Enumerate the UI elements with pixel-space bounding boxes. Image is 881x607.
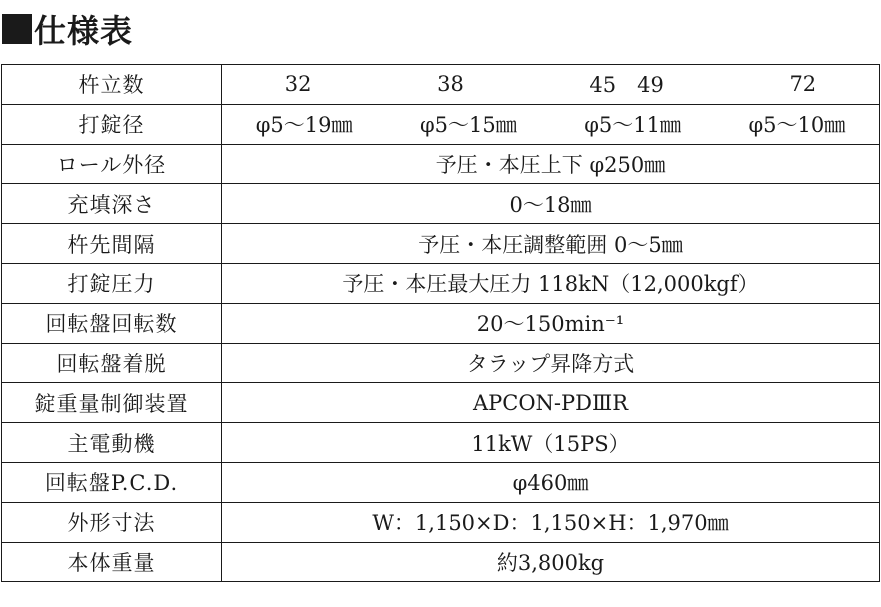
row-label: 打錠径 bbox=[2, 104, 222, 144]
black-square-icon bbox=[2, 14, 32, 44]
punch-count-value: 45 49 bbox=[589, 73, 664, 98]
row-value bbox=[222, 104, 880, 144]
row-value: APCON-PDⅢR bbox=[222, 383, 880, 423]
table-row bbox=[2, 224, 880, 264]
tablet-diameter-value: φ5～11㎜ bbox=[584, 113, 682, 138]
row-label: 杵立数 bbox=[2, 65, 222, 105]
table-row bbox=[2, 65, 880, 105]
row-value: 約3,800kg bbox=[222, 542, 880, 582]
heading-title: 仕様表 bbox=[34, 12, 134, 50]
table-row bbox=[2, 343, 880, 383]
row-value: 20～150min⁻¹ bbox=[222, 303, 880, 343]
row-label: 外形寸法 bbox=[2, 502, 222, 542]
row-value: 予圧・本圧最大圧力 118kN（12,000kgf） bbox=[222, 263, 880, 303]
table-row bbox=[2, 423, 880, 463]
row-value: 11kW（15PS） bbox=[222, 423, 880, 463]
row-label: 打錠圧力 bbox=[2, 263, 222, 303]
table-row bbox=[2, 542, 880, 582]
tablet-diameter-value: φ5～19㎜ bbox=[255, 113, 353, 138]
punch-count-value: 38 bbox=[437, 72, 464, 97]
punch-count-value: 32 bbox=[284, 72, 312, 97]
row-label: 回転盤回転数 bbox=[2, 303, 222, 343]
spec-heading bbox=[2, 6, 133, 52]
tablet-diameter-value: φ5～15㎜ bbox=[419, 113, 517, 138]
row-label: ロール外径 bbox=[2, 144, 222, 184]
spec-table bbox=[1, 64, 880, 582]
punch-count-value: 72 bbox=[789, 72, 817, 97]
row-value: W：1,150×D：1,150×H：1,970㎜ bbox=[222, 502, 880, 542]
row-value: 0～18㎜ bbox=[222, 184, 880, 224]
table-row bbox=[2, 184, 880, 224]
table-row bbox=[2, 104, 880, 144]
row-label: 主電動機 bbox=[2, 423, 222, 463]
row-label: 錠重量制御装置 bbox=[2, 383, 222, 423]
row-label: 回転盤P.C.D. bbox=[2, 462, 222, 502]
row-value: タラップ昇降方式 bbox=[222, 343, 880, 383]
row-value: φ460㎜ bbox=[222, 462, 880, 502]
row-label: 本体重量 bbox=[2, 542, 222, 582]
table-row bbox=[2, 462, 880, 502]
row-value: 予圧・本圧調整範囲 0～5㎜ bbox=[222, 224, 880, 264]
row-label: 充填深さ bbox=[2, 184, 222, 224]
table-row bbox=[2, 263, 880, 303]
row-label: 回転盤着脱 bbox=[2, 343, 222, 383]
table-row bbox=[2, 383, 880, 423]
table-row bbox=[2, 144, 880, 184]
row-label: 杵先間隔 bbox=[2, 224, 222, 264]
tablet-diameter-value: φ5～10㎜ bbox=[748, 113, 846, 138]
table-row bbox=[2, 502, 880, 542]
row-value: 予圧・本圧上下 φ250㎜ bbox=[222, 144, 880, 184]
table-row bbox=[2, 303, 880, 343]
row-value bbox=[222, 65, 880, 105]
